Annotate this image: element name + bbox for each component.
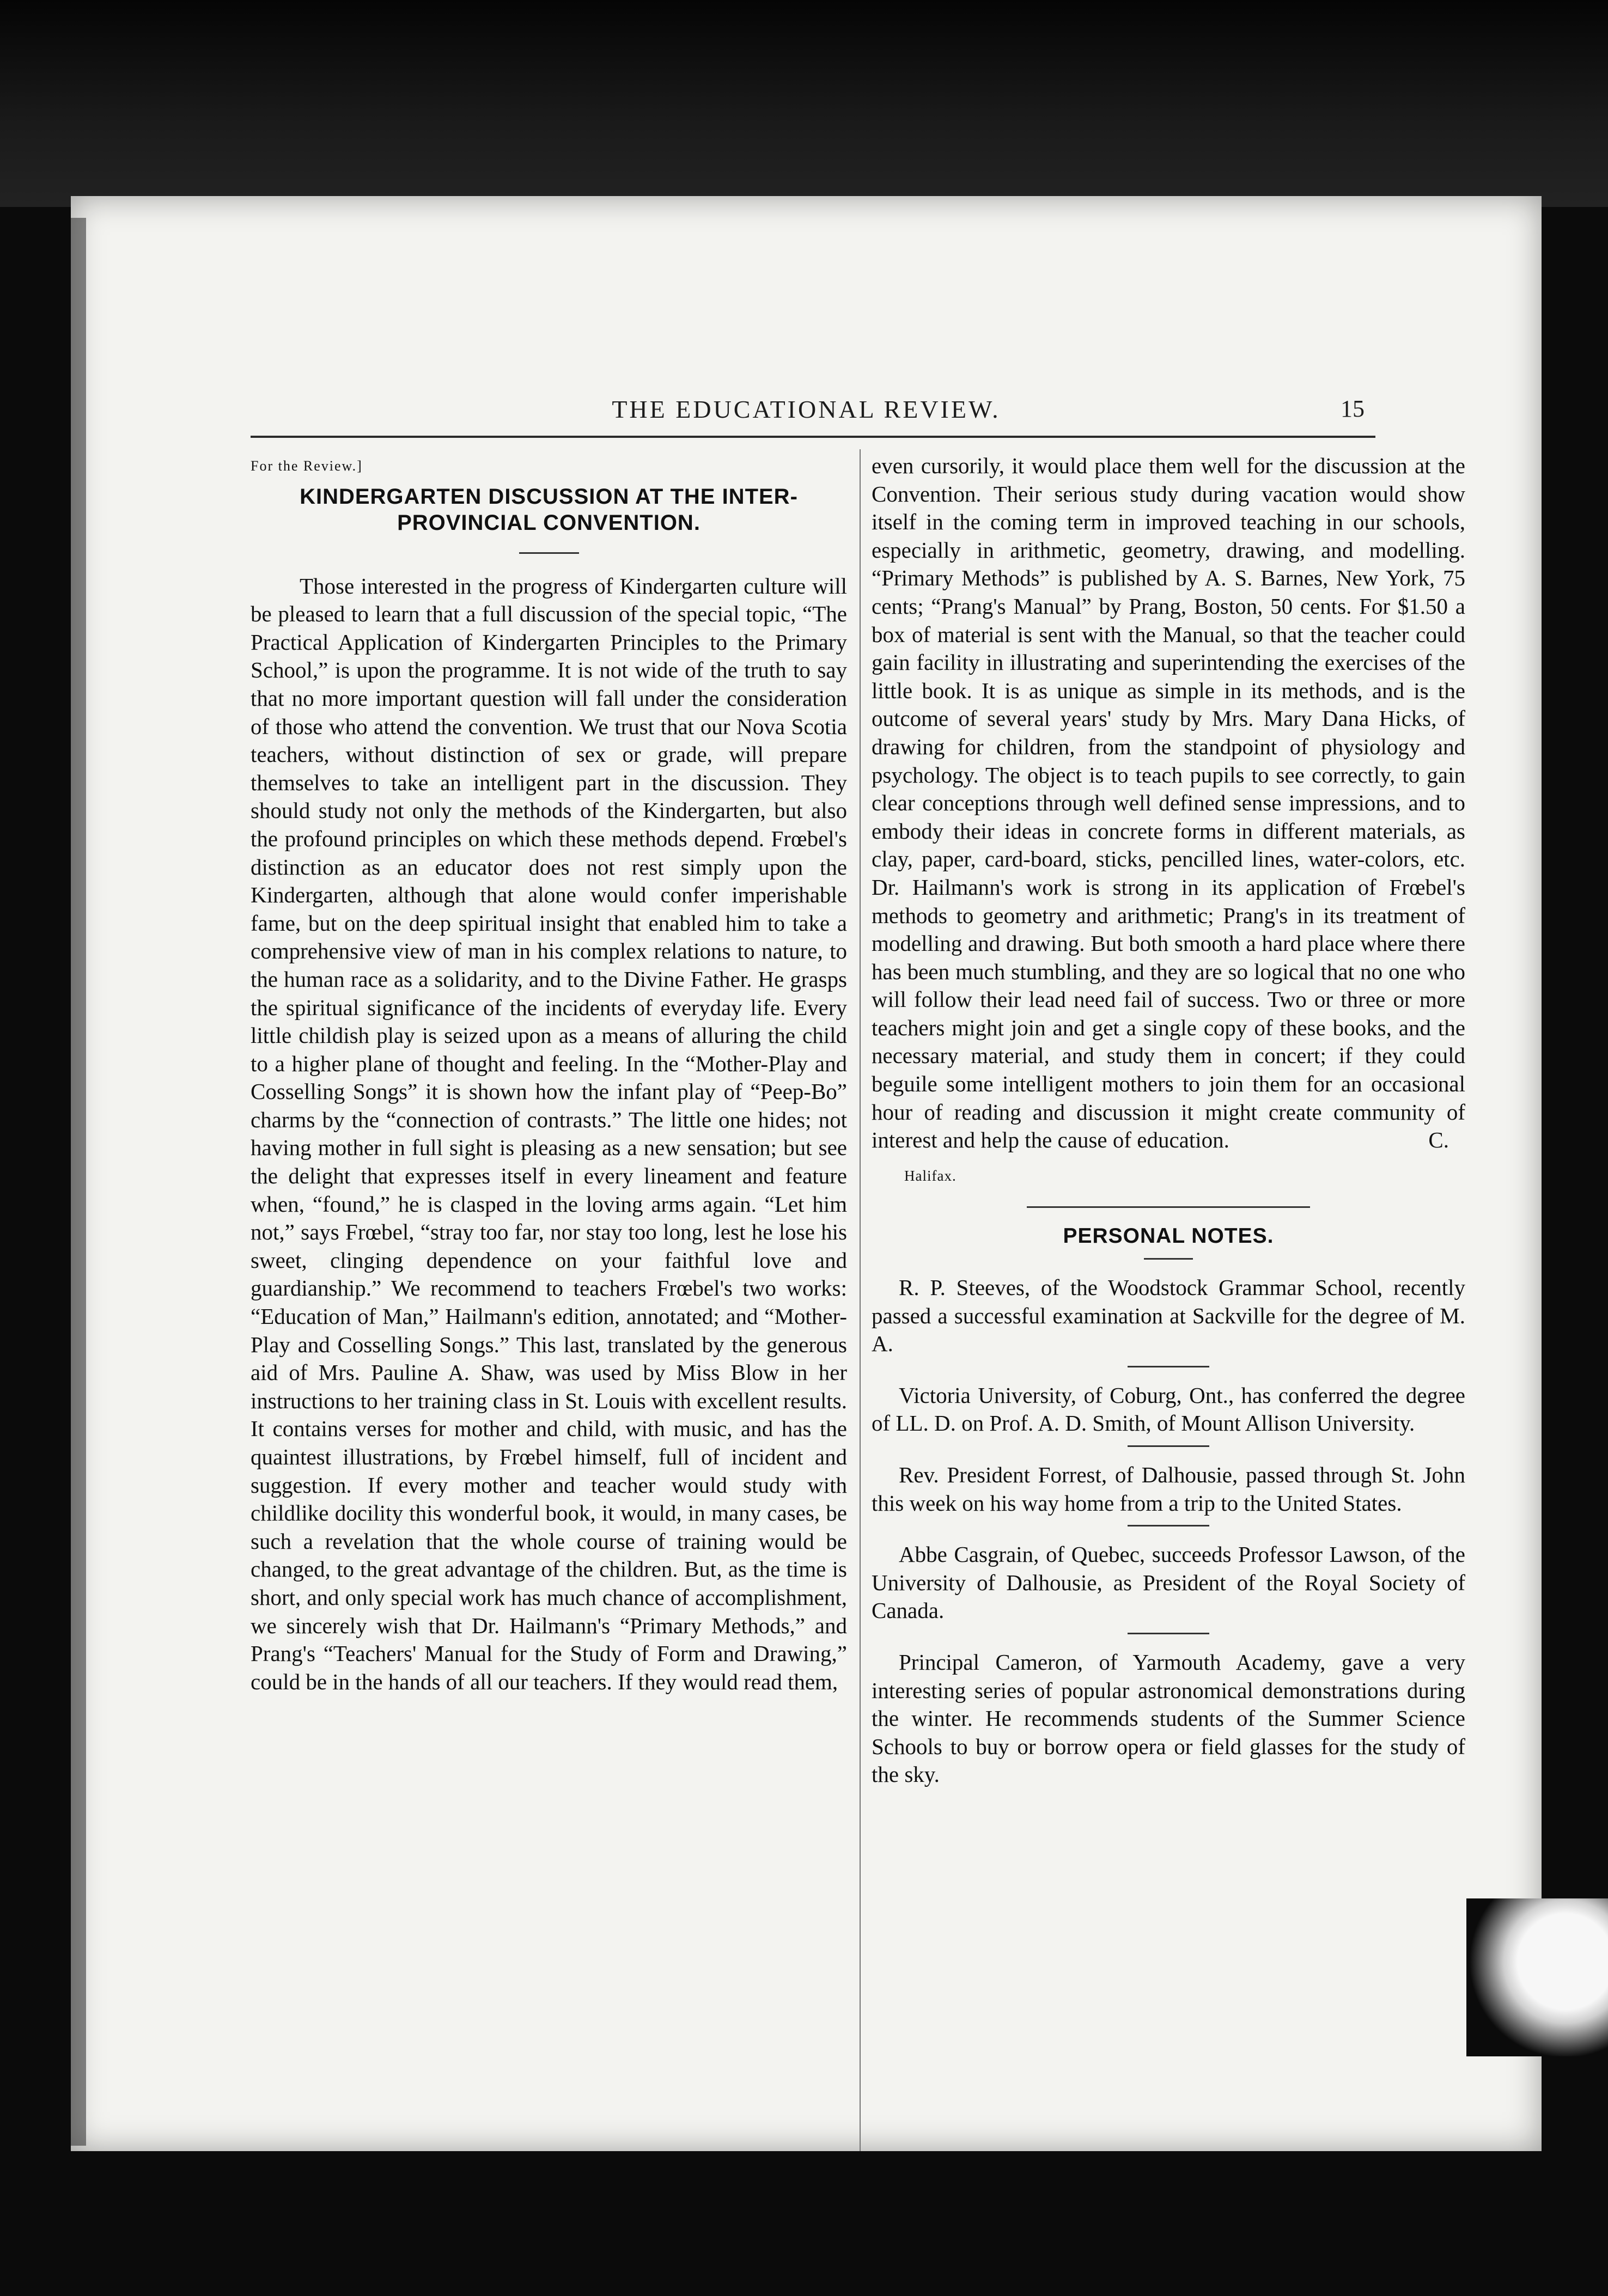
section-rule [1027, 1206, 1310, 1208]
title-rule [519, 552, 579, 554]
note-divider [1128, 1445, 1209, 1447]
section-title: PERSONAL NOTES. [1063, 1224, 1274, 1248]
page-number: 15 [1341, 395, 1365, 422]
personal-note-text: Victoria University, of Coburg, Ont., has conferred the degree of LL. D. on Prof. A. D. Smith, of Mount Allison University. [872, 1382, 1465, 1436]
section-title-rule [1144, 1258, 1193, 1260]
place-line: Halifax. [904, 1167, 957, 1184]
article-title: KINDERGARTEN DISCUSSION AT THE INTER-PROVINCIAL CONVENTION. [300, 484, 798, 535]
personal-note-text: Principal Cameron, of Yarmouth Academy, gave a very interesting series of popular astronomical demonstrations during the winter. He recommends students of the Summer Science Schools to buy or borrow opera or field glasses for the study of the sky. [872, 1649, 1465, 1787]
personal-note [872, 1461, 1465, 1517]
note-divider [1128, 1633, 1209, 1634]
for-review-note: For the Review.] [251, 458, 363, 474]
continuation-text: even cursorily, it would place them well for the discussion at the Convention. Their serious study during vacation would show itself in the coming term in improved teaching in our schools, especially in arithmetic, geometry, drawing, and modelling. “Primary Methods” is published by A. S. Barnes, New York, 75 cents; “Prang's Manual” by Prang, Boston, 50 cents. For $1.50 a box of material is sent with the Manual, so that the teacher could gain facility in illustrating and superintending the exercises of the little book. It is as unique as simple in its methods, and is the outcome of several years' study by Mrs. Mary Dana Hicks, of drawing for children, from the standpoint of physiology and psychology. The object is to teach pupils to see correctly, to gain clear conceptions through well defined sense impressions, and to embody their ideas in concrete forms in different materials, as clay, paper, card-board, sticks, pencilled lines, water-colors, etc. Dr. Hailmann's work is strong in its application of Frœbel's methods to geometry and arithmetic; Prang's in its treatment of modelling and drawing. But both smooth a hard place where there has been much stumbling, and they are so logical that no one who will follow their lead need fail of success. Two or three or more teachers might join and get a single copy of these books, and the necessary material, and study them in concert; if they could beguile some intelligent mothers to join them for an occasional hour of reading and discussion it might create community of interest and help the cause of education. [872, 453, 1465, 1153]
header-rule [251, 436, 1375, 438]
journal-title: THE EDUCATIONAL REVIEW. [612, 395, 1001, 423]
signature-initial: C. [1428, 1127, 1449, 1153]
article-continuation [872, 452, 1465, 1155]
personal-note-text: Rev. President Forrest, of Dalhousie, passed through St. John this week on his way home from a trip to the United States. [872, 1462, 1465, 1516]
personal-note [872, 1274, 1465, 1358]
note-divider [1128, 1525, 1209, 1526]
personal-note-text: Abbe Casgrain, of Quebec, succeeds Professor Lawson, of the University of Dalhousie, as President of the Royal Society of Canada. [872, 1542, 1465, 1623]
personal-note [872, 1648, 1465, 1789]
document-page [71, 196, 1542, 2151]
right-column [872, 452, 1465, 1789]
film-blotch [1466, 1898, 1608, 2056]
left-column [251, 452, 847, 1696]
article-body: Those interested in the progress of Kindergarten culture will be pleased to learn that a full discussion of the special topic, “The Practical Application of Kindergarten Principles to the Primary School,” is upon the programme. It is not wide of the truth to say that no more important question will fall under the consideration of those who attend the convention. We trust that our Nova Scotia teachers, without distinction of sex or grade, will prepare themselves to take an intelligent part in the discussion. They should study not only the methods of the Kindergarten, but also the profound principles on which these methods depend. Frœbel's distinction as an educator does not rest simply upon the Kindergarten, although that alone would confer imperishable fame, but on the deep spiritual insight that enabled him to take a comprehensive view of man in his complex relations to nature, to the human race as a solidarity, and to the Divine Father. He grasps the spiritual significance of the incidents of everyday life. Every little childish play is seized upon as a means of alluring the child to a higher plane of thought and feeling. In the “Mother-Play and Cosselling Songs” it is shown how the infant play of “Peep-Bo” charms by the “connection of contrasts.” The little one hides; not having mother in full sight is pleasing as a new sensation; but see the delight that expresses itself in every lineament and feature when, “found,” he is clasped in the loving arms again. “Let him not,” says Frœbel, “stray too far, nor stay too long, lest he lose his sweet, clinging dependence on your faithful love and guardianship.” We recommend to teachers Frœbel's two works: “Education of Man,” Hailmann's edition, annotated; and “Mother-Play and Cosselling Songs.” This last, translated by the generous aid of Mrs. Pauline A. Shaw, was used by Miss Blow in her instructions to her training class in St. Louis with excellent results. It contains verses for mother and child, with music, and has the quaintest illustrations, by Frœbel himself, full of incident and suggestion. If every mother and teacher would study with childlike docility this wonderful book, it would, in many cases, be such a revelation that the whole course of training would be changed, to the great advantage of the children. But, as the time is short, and only special work has much chance of accomplishment, we sincerely wish that Dr. Hailmann's “Primary Methods,” and Prang's “Teachers' Manual for the Study of Form and Drawing,” could be in the hands of all our teachers. If they would read them, [251, 573, 847, 1694]
personal-note-text: R. P. Steeves, of the Woodstock Grammar School, recently passed a successful examination at Sackville for the degree of M. A. [872, 1275, 1465, 1357]
personal-note [872, 1541, 1465, 1625]
microfilm-dark-band [0, 0, 1608, 207]
note-divider [1128, 1366, 1209, 1367]
personal-note [872, 1382, 1465, 1438]
column-divider [860, 449, 861, 2151]
binding-spine [71, 218, 86, 2146]
